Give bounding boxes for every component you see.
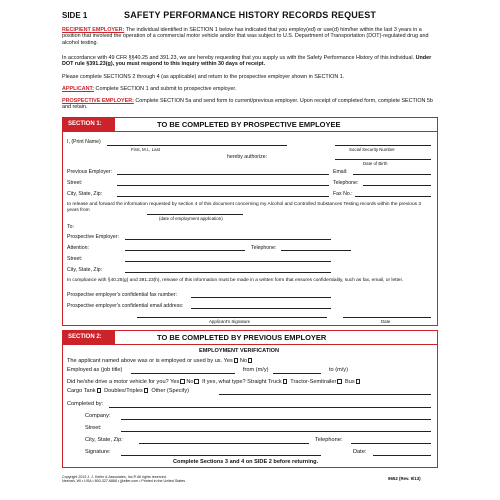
from-field[interactable]: [273, 373, 321, 374]
drive-question-text: Did he/she drive a motor vehicle for you?: [67, 379, 169, 385]
applicant-signature-caption: Applicant's Signature: [209, 319, 251, 324]
applicant-date-caption: Date: [381, 319, 391, 324]
prev-employer-field[interactable]: [117, 174, 329, 175]
drive-question: [67, 379, 360, 385]
section-2-tag: SECTION 2:: [63, 331, 115, 344]
conf-fax-field[interactable]: [191, 297, 331, 298]
city2-field[interactable]: [125, 272, 331, 273]
signature-label: Signature:: [85, 449, 111, 455]
telephone3-field[interactable]: [351, 443, 431, 444]
application-date-field[interactable]: [147, 214, 243, 215]
applicant-date-field[interactable]: [343, 317, 431, 318]
tractor-semitrailer-checkbox[interactable]: [337, 379, 342, 384]
section-1-tag: SECTION 1:: [63, 118, 115, 131]
records-request-form: [62, 10, 438, 490]
copyright-text: Copyright 2013 J. J. Keller & Associates, Inc.® All rights reserved.: [62, 475, 167, 479]
attention-field[interactable]: [125, 250, 245, 251]
email-label: Email:: [333, 169, 348, 175]
hereby-authorize-label: hereby authorize:: [227, 154, 268, 160]
doubles-triples-checkbox[interactable]: [144, 388, 149, 393]
completed-by-label: Completed by:: [67, 401, 104, 407]
section-1-title: TO BE COMPLETED BY PROSPECTIVE EMPLOYEE: [157, 120, 341, 129]
telephone-field[interactable]: [363, 185, 431, 186]
recipient-paragraph: [62, 27, 438, 46]
straight-truck-checkbox[interactable]: [283, 379, 288, 384]
to-label: To:: [67, 224, 74, 230]
fax-label: Fax No.:: [333, 191, 353, 197]
footer-copyright-block: [62, 475, 185, 484]
form-title: SAFETY PERFORMANCE HISTORY RECORDS REQUEST: [124, 10, 377, 20]
telephone2-label: Telephone:: [251, 245, 277, 251]
complete-text: Please complete SECTIONS 2 through 4 (as applicable) and return to the prospective employer shown in SECTION 1.: [62, 74, 345, 80]
accordance-paragraph: [62, 55, 438, 68]
email-field[interactable]: [353, 174, 431, 175]
drive-no-label: No: [186, 379, 194, 385]
from-label: from (m/y): [243, 367, 269, 373]
form-header: [62, 10, 438, 22]
employed-yes-label: Yes: [223, 358, 233, 364]
complete-paragraph: [62, 74, 438, 80]
drive-yes-checkbox[interactable]: [180, 379, 185, 384]
recipient-text: The individual identified in SECTION 1 below has indicated that you employ(ed) or use(d) him/her within the last 3 years in a position that involved the operation of a commercial motor vehicle and/or that was subject to U.S. Department of Transportation (DOT)-regulated drug and alcohol testing.: [62, 27, 429, 46]
employed-no-checkbox[interactable]: [248, 358, 253, 363]
prospective-label: PROSPECTIVE EMPLOYER:: [62, 98, 134, 104]
form-revision: 9652 (Rev. 9/13): [388, 476, 421, 481]
street-label: Street:: [67, 180, 83, 186]
other-label: Other (Specify): [151, 388, 190, 394]
signature-field[interactable]: [121, 455, 321, 456]
applicant-paragraph: [62, 86, 438, 92]
completed-by-field[interactable]: [109, 407, 431, 408]
ssn-field[interactable]: [335, 145, 431, 146]
section-2: [62, 330, 438, 468]
city-label: City, State, Zip:: [67, 191, 103, 197]
date3-field[interactable]: [373, 455, 431, 456]
employed-question: [67, 358, 252, 364]
street-field[interactable]: [117, 185, 329, 186]
cargo-tank-label: Cargo Tank: [67, 388, 96, 394]
street3-label: Street:: [85, 425, 102, 431]
ssn-caption: Social Security Number: [349, 147, 395, 152]
prev-employer-label: Previous Employer:: [67, 169, 112, 175]
accordance-bold: Under DOT rule §391.23(g), you must respond to this inquiry within 30 days of receipt.: [62, 55, 432, 68]
company-field[interactable]: [121, 419, 431, 420]
bus-checkbox[interactable]: [356, 379, 361, 384]
to-my-label: to (m/y): [329, 367, 348, 373]
applicant-label: APPLICANT:: [62, 86, 95, 92]
other-specify-field[interactable]: [219, 394, 431, 395]
drive-yes-label: Yes: [170, 379, 180, 385]
street3-field[interactable]: [121, 431, 431, 432]
section-1-header: [63, 118, 437, 132]
first-mi-last-caption: First, M.I., Last: [131, 147, 161, 152]
company-label: Company:: [85, 413, 111, 419]
accordance-text: In accordance with 49 CFR §§40.25 and 391.23, we are hereby requesting that you supply us with the Safety Performance History of this individual.: [62, 55, 415, 61]
employment-verification-heading: EMPLOYMENT VERIFICATION: [199, 348, 280, 354]
city3-field[interactable]: [139, 443, 309, 444]
contact-text: Neenah, WI • USA • 800-327-6868 • jjkeller.com • Printed in the United States: [62, 479, 186, 484]
bus-label: Bus: [345, 379, 355, 385]
applicant-text: Complete SECTION 1 and submit to prospective employer.: [95, 86, 237, 92]
telephone-label: Telephone:: [333, 180, 359, 186]
doubles-triples-label: Doubles/Triples: [104, 388, 143, 394]
prospective-employer-label: Prospective Employer:: [67, 234, 119, 240]
street2-label: Street:: [67, 256, 83, 262]
section-2-title: TO BE COMPLETED BY PREVIOUS EMPLOYER: [157, 333, 327, 342]
print-name-field[interactable]: [107, 145, 287, 146]
job-title-label: Employed as (job title): [67, 367, 123, 373]
job-title-field[interactable]: [131, 373, 235, 374]
side2-note: Complete Sections 3 and 4 on SIDE 2 before returning.: [173, 459, 319, 465]
employed-question-text: The applicant named above was or is employed or used by us.: [67, 358, 223, 364]
straight-truck-label: Straight Truck: [247, 379, 282, 385]
prospective-paragraph: [62, 98, 438, 111]
compliance-text: In compliance with §40.25(g) and 391.23(h), release of this information must be made in a written form that ensures confidentiality, such as fax, email, or letter.: [67, 278, 404, 283]
release-text: to release and forward the information requested by section 4 of this document concerning my Alcohol and Controlled Substances Testing records within the previous 3 years from: [67, 202, 422, 213]
city-field[interactable]: [117, 196, 329, 197]
street2-field[interactable]: [125, 261, 331, 262]
telephone2-field[interactable]: [281, 250, 351, 251]
fax-field[interactable]: [355, 196, 431, 197]
print-name-label: I, (Print Name): [67, 139, 101, 145]
side-label: SIDE 1: [62, 11, 88, 20]
employed-no-label: No: [239, 358, 247, 364]
section-2-header: [63, 331, 437, 345]
employed-yes-checkbox[interactable]: [234, 358, 239, 363]
dob-caption: Date of Birth: [363, 161, 388, 166]
city2-label: City, State, Zip:: [67, 267, 103, 273]
applicant-signature-field[interactable]: [137, 317, 327, 318]
recipient-label: RECIPIENT EMPLOYER:: [62, 27, 125, 33]
prospective-employer-field[interactable]: [125, 239, 331, 240]
conf-email-field[interactable]: [191, 308, 331, 309]
telephone3-label: Telephone:: [315, 437, 343, 443]
dob-field[interactable]: [335, 159, 431, 160]
drive-no-checkbox[interactable]: [194, 379, 199, 384]
conf-email-label: Prospective employer's confidential email address:: [67, 303, 184, 309]
date3-label: Date:: [353, 449, 367, 455]
if-yes-label: If yes, what type?: [202, 379, 246, 385]
city3-label: City, State, Zip:: [85, 437, 123, 443]
cargo-tank-checkbox[interactable]: [97, 388, 102, 393]
attention-label: Attention:: [67, 245, 89, 251]
application-date-caption: (date of employment application): [159, 216, 223, 221]
section-1: [62, 117, 438, 326]
vehicle-types-row: [67, 388, 189, 394]
prospective-text: Complete SECTION 5a and send form to current/previous employer. Upon receipt of completed form, complete SECTION 5b and retain.: [62, 98, 433, 111]
tractor-semitrailer-label: Tractor-Semitrailer: [290, 379, 337, 385]
conf-fax-label: Prospective employer's confidential fax number:: [67, 292, 177, 298]
